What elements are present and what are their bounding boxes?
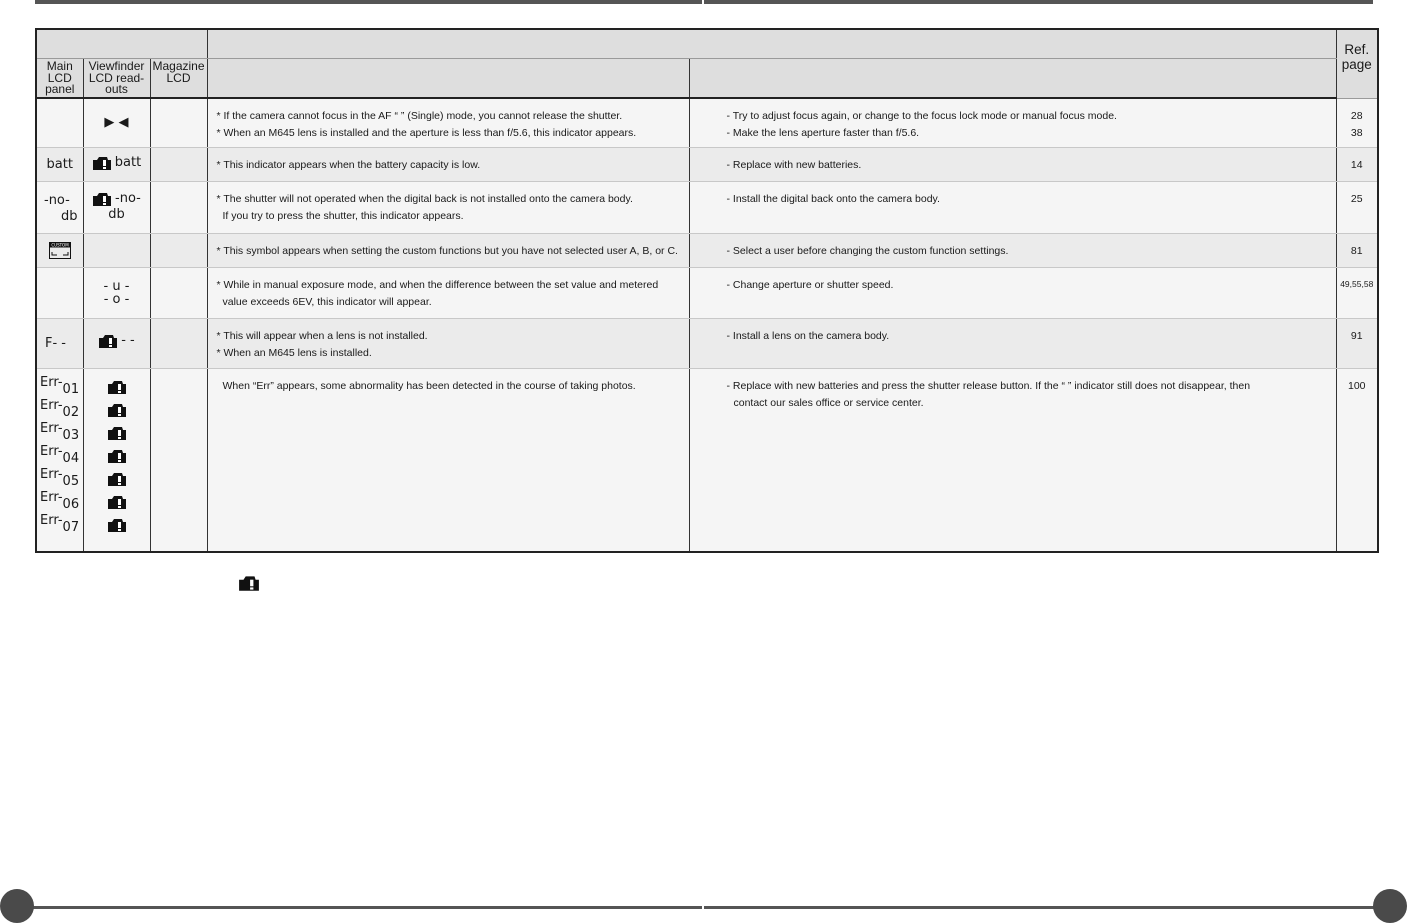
description-line: When “Err” appears, some abnormality has been detected in the course of taking photos. [222,379,636,392]
custom-function-icon [49,242,71,259]
viewfinder-cell [83,233,150,267]
main-lcd-cell [36,368,83,552]
table-row [36,233,1378,267]
no-db-indicator: -no- [115,190,141,206]
ref-page: 25 [1350,192,1363,205]
batt-indicator: batt [114,154,142,170]
error-code: Err-03 [40,420,80,443]
action-line: contact our sales office or service center. [733,396,924,409]
camera-warning-icon [107,494,127,510]
bottom-rule-gap [702,906,704,909]
description-cell [207,368,689,552]
description-cell [207,267,689,318]
viewfinder-cell [83,147,150,181]
col-ref-header: Ref. page [1336,29,1378,98]
action-cell [689,98,1336,147]
action-line: - Select a user before changing the custom function settings. [726,244,1009,257]
camera-warning-icon [98,333,118,349]
table-row [36,98,1378,147]
description-line: * This indicator appears when the battery capacity is low. [216,158,481,171]
viewfinder-cell [83,318,150,368]
description-line: * If the camera cannot focus in the AF “ ” (Single) mode, you cannot release the shutter. [216,110,623,122]
col-description-header [207,59,689,99]
col-action-header [689,59,1336,99]
action-line: - Replace with new batteries. [726,158,862,171]
ref-page: 91 [1350,329,1363,342]
magazine-cell [150,318,207,368]
ref-page: 81 [1350,244,1363,257]
main-lcd-cell [36,233,83,267]
description-cell [207,233,689,267]
magazine-cell [150,181,207,233]
no-lens-indicator: F- - [45,335,66,351]
description-line: * When an M645 lens is installed. [216,346,372,359]
col-magazine-header: Magazine LCD [150,59,207,99]
action-cell [689,181,1336,233]
ref-cell [1336,233,1378,267]
viewfinder-cell [83,98,150,147]
main-lcd-cell [36,318,83,368]
ref-page: 100 [1347,379,1366,392]
main-lcd-cell [36,267,83,318]
action-line: - Install the digital back onto the camera body. [726,192,940,205]
error-code: Err-01 [40,374,80,397]
indicator-table [35,28,1379,553]
magazine-cell [150,98,207,147]
description-cell [207,98,689,147]
main-lcd-cell [36,181,83,233]
action-cell [689,233,1336,267]
camera-warning-icon [107,471,127,487]
error-code: Err-06 [40,489,80,512]
no-lens-indicator: - - [121,332,135,348]
description-cell [207,181,689,233]
description-line: * This symbol appears when setting the custom functions but you have not selected user A, B, or C. [216,244,678,257]
top-rule [35,0,1373,4]
table-row [36,318,1378,368]
ref-cell [1336,368,1378,552]
description-line: * When an M645 lens is installed and the aperture is less than f/5.6, this indicator appears. [216,127,637,139]
magazine-cell [150,267,207,318]
main-lcd-cell [36,147,83,181]
col-viewfinder-header: Viewfinder LCD read-outs [83,59,150,99]
table-row [36,368,1378,552]
action-cell [689,368,1336,552]
header-blank-wide [207,29,1336,59]
action-line: - Try to adjust focus again, or change to the focus lock mode or manual focus mode. [726,110,1117,122]
magazine-cell [150,368,207,552]
viewfinder-cell [83,368,150,552]
ref-cell [1336,318,1378,368]
warning-icon-list [84,369,150,540]
camera-warning-icon [92,191,112,207]
error-code: Err-04 [40,443,80,466]
description-cell [207,318,689,368]
ref-page: 49,55,58 [1340,278,1374,289]
description-line: * This will appear when a lens is not installed. [216,329,428,342]
error-code-list [37,369,83,536]
page-circle-right [1373,889,1407,923]
main-lcd-cell [36,98,83,147]
error-code: Err-05 [40,466,80,489]
camera-warning-icon [92,155,112,171]
no-db-indicator: -no- [44,192,70,208]
header-row [36,59,1378,99]
action-cell [689,147,1336,181]
custom-icon-text: CUSTOM [51,242,69,248]
action-line: - Change aperture or shutter speed. [726,278,894,291]
action-line: - Install a lens on the camera body. [726,329,890,342]
exposure-over-indicator: - u - [103,278,130,294]
camera-warning-icon [107,425,127,441]
camera-warning-icon [107,448,127,464]
description-line: * While in manual exposure mode, and when the difference between the set value and metered [216,278,659,291]
viewfinder-cell [83,267,150,318]
description-line: If you try to press the shutter, this indicator appears. [222,209,464,222]
focus-arrows-icon: ▶ ◀ [104,115,129,130]
exposure-under-indicator: - o - [103,291,130,307]
action-cell [689,267,1336,318]
action-cell [689,318,1336,368]
table-row [36,181,1378,233]
ref-page: 28 [1350,109,1363,122]
table-row [36,267,1378,318]
no-db-indicator: db [60,208,78,224]
table-row [36,147,1378,181]
viewfinder-cell [83,181,150,233]
top-rule-gap [702,0,704,4]
camera-warning-icon [107,379,127,395]
camera-warning-icon [238,574,260,592]
col-main-header: Main LCD panel [36,59,83,99]
description-cell [207,147,689,181]
action-line: - Replace with new batteries and press the shutter release button. If the “ ” indicator still does not disappear, then [726,379,1251,392]
ref-cell [1336,98,1378,147]
batt-indicator: batt [46,156,73,172]
magazine-cell [150,147,207,181]
ref-cell [1336,267,1378,318]
error-code: Err-02 [40,397,80,420]
header-blank-top [36,29,207,59]
magazine-cell [150,233,207,267]
no-db-indicator: db [108,206,125,222]
header-row-top [36,29,1378,59]
page-circle-left [0,889,34,923]
ref-cell [1336,181,1378,233]
action-line: - Make the lens aperture faster than f/5.6. [726,127,920,139]
ref-cell [1336,147,1378,181]
description-line: value exceeds 6EV, this indicator will appear. [222,295,432,308]
camera-warning-icon [107,517,127,533]
ref-page: 14 [1350,158,1363,171]
camera-warning-icon [107,402,127,418]
ref-page: 38 [1350,126,1363,139]
description-line: * The shutter will not operated when the digital back is not installed onto the camera body. [216,192,633,205]
error-code: Err-07 [40,512,80,535]
